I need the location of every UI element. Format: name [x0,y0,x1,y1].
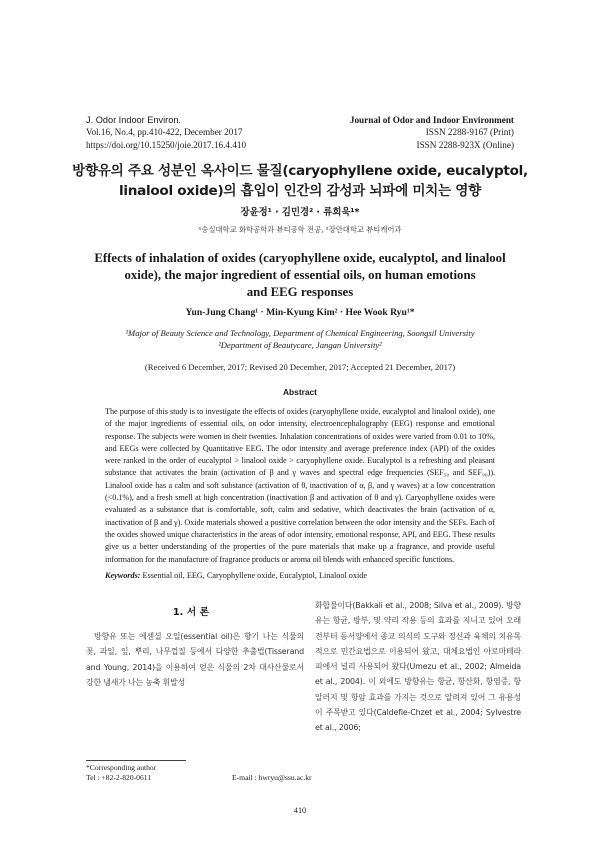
korean-affiliations: ¹숭실대학교 화학공학과 뷰티공학 전공, ²장안대학교 뷰티케어과 [198,225,402,234]
korean-title-line1: 방향유의 주요 성분인 옥사이드 물질(caryophyllene oxide, eucalyptol, [72,163,528,179]
header-left [86,114,246,151]
journal-short-name: J. Odor Indoor Environ. [86,115,181,125]
intro-right-column: 화합물이다(Bakkali et al., 2008; Silva et al., 2009). 방향유는 항균, 방부, 및 약리 작용 등의 효과를 지니고 있어 오래 전부터 동서양에서 종교 의식의 도구와 정신과 육체의 치유목적으로 민간요법으로 이용되어 왔고, 대체요법인 아로마테라피에서 널리 사용되어 왔다(Umezu et al., 2002; Almeida et al., 2004). 이 외에도 방향유는 항균, 항산화, 항염증, 항알러지 및 항암 효과를 가지는 것으로 알려져 있어 그 유용성이 주목받고 있다(Caldefie-Chzet et al., 2004; Sylvestre et al., 2006; [315,601,521,733]
keywords [105,571,505,580]
abstract-body: The purpose of this study is to investigate the effects of oxides (caryophyllene oxide, eucalyptol and linalool oxide), one of the major ingredients of essential oils, on odor intensity, electroencephalography (EEG) response and emotional response. The subjects were women in their twenties. Inhalation concentrations of oxides were varied from 0.01 to 10%, and EEGs were collected by Quantitative EEG. The odor intensity and average preference index (API) of the oxides were ranked in the order of eucalyptol > linalool oxide > caryophyllene oxide. Eucalyptol is a refreshing and pleasant substance that activates the brain (activation of β and γ waves and spectral edge frequencies (SEF₅₀ and SEF₉₀)). Linalool oxide has a calm and soft substance (activation of θ, inactivation of α, β, and γ waves) at a low concentration (<0.1%), and a fresh smell at high concentration (inactivation β and activation of θ and γ). Caryophyllene oxides were evaluated as a substance that is comfortable, soft, calm and sedative, which deactivates the brain (activation of α, inactivation of β and γ). Oxide materials showed a positive correlation between the odor intensity and the SEFs. Each of the oxides showed unique characteristics in the areas of odor intensity, emotional response, API, and EEG. These results give us a better understanding of the properties of the pure materials that make up a fragrance, and provide useful information for the manufacture of fragrance products or aroma oil blends with enhanced specific functions. [105,407,495,564]
issn-print: ISSN 2288-9167 (Print) [425,127,514,138]
keywords-label: Keywords: [105,571,141,580]
doi-link[interactable]: https://doi.org/10.15250/joie.2017.16.4.410 [86,139,247,150]
english-title [80,250,520,301]
corresponding-author: *Corresponding author [86,763,157,772]
english-affiliations [40,327,560,351]
volume-info: Vol.16, No.4, pp.410-422, December 2017 [86,127,243,138]
journal-full-name: Journal of Odor and Indoor Environment [349,115,514,125]
korean-title [40,161,560,201]
issn-online: ISSN 2288-923X (Online) [416,139,514,150]
telephone: Tel : +82-2-820-0611 [86,773,152,782]
keywords-list: Essential oil, EEG, Caryophyllene oxide, Eucalyptol, Linalool oxide [140,571,367,580]
header-right [350,114,514,151]
english-affiliation-2: ²Department of Beautycare, Jangan University² [218,340,382,350]
korean-authors: 장윤정¹ · 김민경² · 류희욱¹* [240,207,360,218]
english-title-line3: and EEG responses [246,285,354,299]
section-heading: 1. 서 론 [172,607,210,618]
intro-left-column: 방향유 또는 에센셜 오일(essential oil)은 향기 나는 식물의 꽃, 과일, 잎, 뿌리, 나무껍질 등에서 다양한 추출법(Tisserand and Young, 2014)을 이용하여 얻은 식물의 2차 대사산물로서 강한 냄새가 나는 농축 휘발성 [86,632,304,687]
footnote-divider [86,760,186,761]
page-number: 410 [293,806,307,815]
english-affiliation-1: ¹Major of Beauty Science and Technology, Department of Chemical Engineering, Soongsil University [125,328,475,338]
korean-title-line2: linalool oxide)의 흡입이 인간의 감성과 뇌파에 미치는 영향 [119,183,481,199]
footnote [86,763,336,783]
english-title-line2: oxide), the major ingredient of essential oils, on human emotions [124,268,476,282]
english-authors: Yun-Jung Chang¹ · Min-Kyung Kim² · Hee Wook Ryu¹* [185,307,415,318]
english-title-line1: Effects of inhalation of oxides (caryophyllene oxide, eucalyptol, and linalool [94,251,506,265]
received-dates: (Received 6 December, 2017; Revised 20 December, 2017; Accepted 21 December, 2017) [144,362,456,372]
abstract-heading: Abstract [283,387,317,397]
email: E-mail : hwryu@ssu.ac.kr [232,773,312,782]
